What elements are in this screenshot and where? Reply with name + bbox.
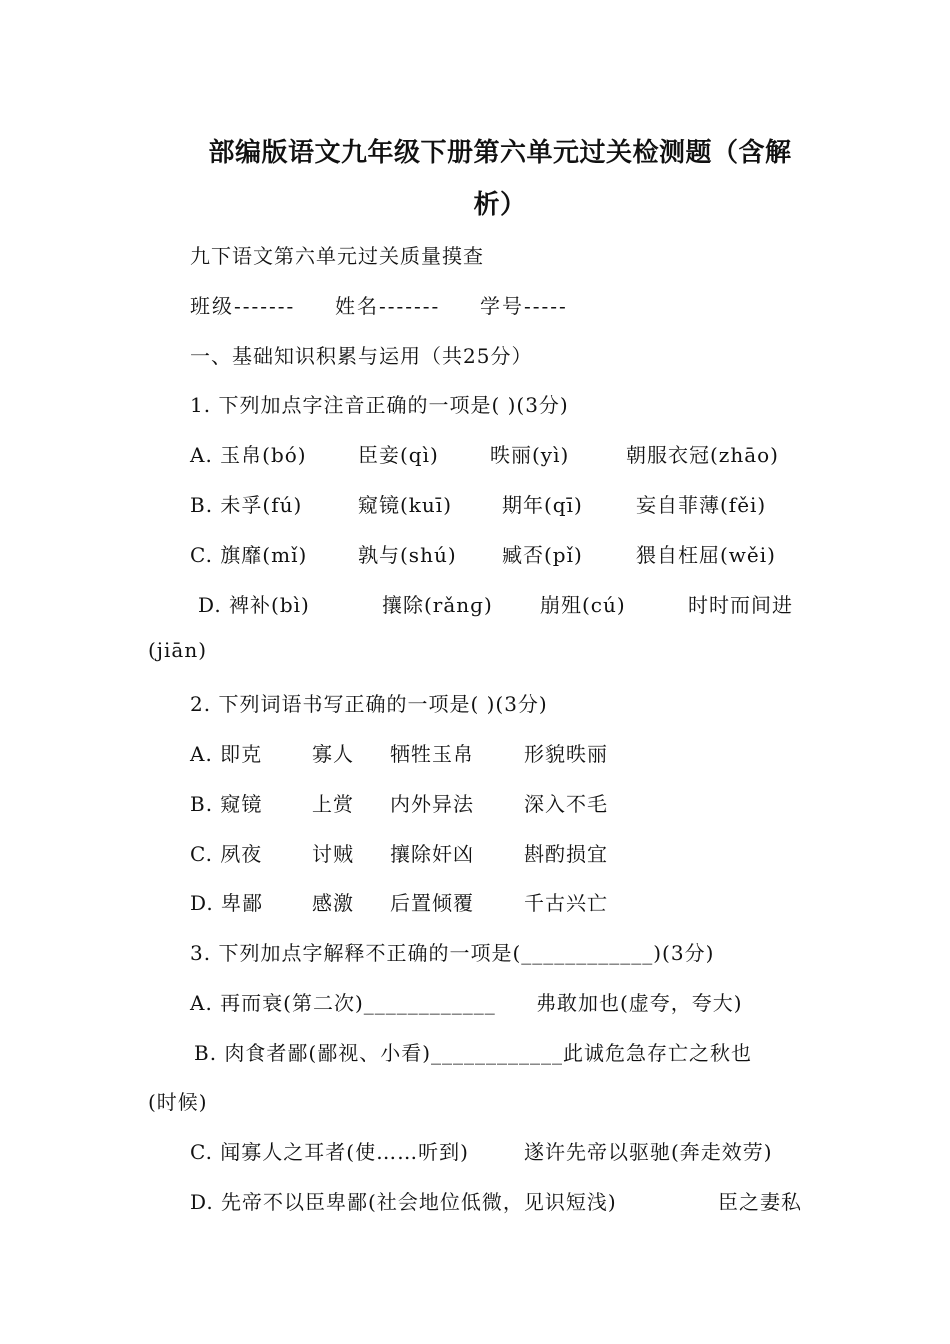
- q2-d-item3: 后置倾覆: [390, 891, 474, 915]
- q1-d-item2: 攘除(rǎnɡ): [382, 593, 493, 617]
- q2-b-item2: 上赏: [312, 792, 354, 816]
- q2-stem: 2. 下列词语书写正确的一项是( )(3分): [190, 692, 548, 716]
- q2-b-item1: B. 窥镜: [190, 792, 263, 816]
- name-field: 姓名-------: [335, 294, 441, 318]
- q1-a-item4: 朝服衣冠(zhāo): [626, 443, 779, 467]
- q1-b-item1: B. 未孚(fú): [190, 493, 303, 517]
- q3-option-b: B. 肉食者鄙(鄙视、小看)____________此诚危急存亡之秋也: [194, 1041, 753, 1065]
- q2-c-item3: 攘除奸凶: [390, 842, 474, 866]
- section-heading: 一、基础知识积累与运用（共25分）: [190, 344, 533, 368]
- q3-c-item2: 遂许先帝以驱驰(奔走效劳): [524, 1140, 773, 1164]
- q3-a-item1: A. 再而衰(第二次)____________: [190, 991, 496, 1015]
- q2-a-item3: 牺牲玉帛: [390, 742, 474, 766]
- q1-c-item2: 孰与(shú): [358, 543, 457, 567]
- q2-d-item4: 千古兴亡: [524, 891, 608, 915]
- q1-d-item1: D. 裨补(bì): [198, 593, 310, 617]
- q3-stem: 3. 下列加点字解释不正确的一项是(____________)(3分): [190, 941, 715, 965]
- q3-a-item2: 弗敢加也(虚夸，夸大): [536, 991, 743, 1015]
- q2-c-item4: 斟酌损宜: [524, 842, 608, 866]
- q1-option-d-cont: (jiān): [148, 638, 208, 662]
- q1-b-item4: 妄自菲薄(fěi): [636, 493, 767, 517]
- q3-d-item2: 臣之妻私: [718, 1190, 802, 1214]
- q1-b-item3: 期年(qī): [502, 493, 583, 517]
- subtitle: 九下语文第六单元过关质量摸查: [190, 244, 484, 268]
- q2-c-item1: C. 夙夜: [190, 842, 263, 866]
- class-field: 班级-------: [190, 294, 296, 318]
- q1-b-item2: 窥镜(kuī): [358, 493, 453, 517]
- q1-a-item1: A. 玉帛(bó): [190, 443, 307, 467]
- q2-b-item3: 内外异法: [390, 792, 474, 816]
- q1-c-item3: 臧否(pǐ): [502, 543, 583, 567]
- q2-d-item2: 感激: [312, 891, 354, 915]
- id-field: 学号-----: [480, 294, 568, 318]
- document-title-line1: 部编版语文九年级下册第六单元过关检测题（含解: [208, 138, 792, 168]
- q1-c-item1: C. 旗靡(mǐ): [190, 543, 308, 567]
- q2-c-item2: 讨贼: [312, 842, 354, 866]
- document-title-line2: 析）: [473, 190, 527, 220]
- q1-stem: 1. 下列加点字注音正确的一项是( )(3分): [190, 393, 569, 417]
- q3-option-b-cont: (时候): [148, 1090, 208, 1114]
- q3-d-item1: D. 先帝不以臣卑鄙(社会地位低微，见识短浅): [190, 1190, 617, 1214]
- q1-d-item3: 崩殂(cú): [540, 593, 626, 617]
- q2-a-item1: A. 即克: [190, 742, 263, 766]
- q2-b-item4: 深入不毛: [524, 792, 608, 816]
- q1-d-item4: 时时而间进: [688, 593, 793, 617]
- q2-a-item4: 形貌昳丽: [524, 742, 608, 766]
- q2-d-item1: D. 卑鄙: [190, 891, 264, 915]
- q1-a-item3: 昳丽(yì): [490, 443, 570, 467]
- q1-c-item4: 猥自枉屈(wěi): [636, 543, 776, 567]
- q2-a-item2: 寡人: [312, 742, 354, 766]
- q1-a-item2: 臣妾(qì): [358, 443, 439, 467]
- q3-c-item1: C. 闻寡人之耳者(使……听到): [190, 1140, 469, 1164]
